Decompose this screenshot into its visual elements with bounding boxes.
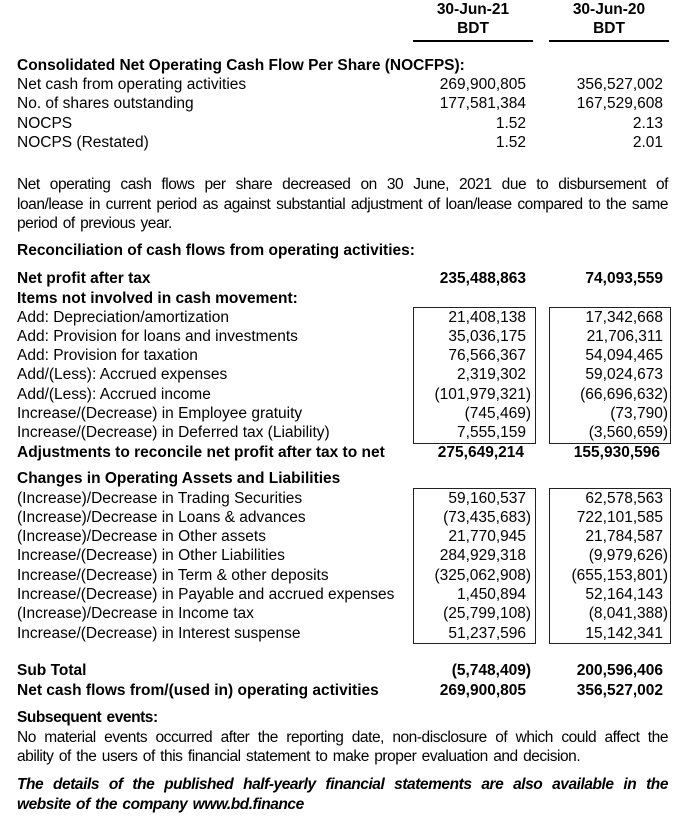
changes-heading: Changes in Operating Assets and Liabilities [17, 470, 341, 487]
subsequent-events-title: Subsequent events: [17, 709, 158, 726]
item-label: Increase/(Decrease) in Employee gratuity [17, 405, 303, 422]
change-label: Increase/(Decrease) in Payable and accrued expenses [17, 586, 395, 603]
nocfps-value-2021: 177,581,384 [439, 95, 526, 113]
item-label: Add: Provision for loans and investments [17, 327, 298, 345]
item-label: Add/(Less): Accrued income [17, 385, 211, 403]
sub-total-value-2020: 200,596,406 [576, 662, 663, 679]
nocfps-row-label: Net cash from operating activities [17, 76, 247, 93]
net-profit-label: Net profit after tax [17, 270, 151, 287]
net-profit-value-2021: 235,488,863 [439, 270, 526, 287]
column-currency: BDT [593, 20, 625, 37]
change-label: (Increase)/Decrease in Trading Securities [17, 489, 303, 507]
column-header-2021 [413, 0, 533, 38]
item-label: Add: Depreciation/amortization [17, 308, 229, 326]
change-value-2020: (655,153,801) [571, 566, 668, 584]
nocfps-value-2021: 1.52 [495, 114, 526, 132]
reconciliation-title: Reconciliation of cash flows from operating activities: [17, 242, 415, 259]
net-cash-value-2020: 356,527,002 [576, 681, 663, 699]
net-cash-value-2021: 269,900,805 [439, 681, 526, 699]
item-value-2021: 7,555,159 [457, 424, 526, 442]
change-value-2021: 284,929,318 [439, 547, 526, 565]
change-value-2021: 1,450,894 [457, 586, 526, 603]
item-value-2020: 54,094,465 [585, 347, 663, 365]
nocfps-value-2021: 1.52 [495, 133, 526, 151]
change-value-2020: 722,101,585 [576, 508, 663, 526]
nocfps-value-2020: 2.01 [632, 133, 663, 151]
header-underline [413, 40, 533, 42]
nocfps-row-label: NOCPS (Restated) [17, 133, 149, 151]
item-value-2021: (745,469) [464, 405, 531, 422]
change-label: (Increase)/Decrease in Loans & advances [17, 508, 306, 526]
item-value-2021: 21,408,138 [448, 308, 526, 326]
item-value-2020: (66,696,632) [580, 385, 668, 403]
item-value-2020: (3,560,659) [588, 424, 668, 442]
adjustments-value-2021: 275,649,214 [437, 443, 524, 461]
item-value-2021: 2,319,302 [457, 366, 526, 384]
nocfps-row-label: No. of shares outstanding [17, 95, 194, 113]
nocfps-value-2020: 2.13 [632, 114, 663, 132]
change-value-2020: 62,578,563 [585, 489, 663, 507]
item-label: Increase/(Decrease) in Deferred tax (Liability) [17, 424, 330, 442]
item-value-2020: 59,024,673 [585, 366, 663, 384]
net-profit-value-2020: 74,093,559 [585, 270, 663, 287]
nocfps-title: Consolidated Net Operating Cash Flow Per Share (NOCFPS): [17, 57, 465, 74]
change-value-2020: (9,979,626) [588, 547, 668, 565]
nocfps-value-2020: 167,529,608 [576, 95, 663, 113]
item-value-2021: 35,036,175 [448, 327, 526, 345]
sub-total-label: Sub Total [17, 662, 87, 679]
change-value-2020: (8,041,388) [588, 605, 668, 623]
change-label: Increase/(Decrease) in Other Liabilities [17, 547, 285, 565]
item-value-2021: 76,566,367 [448, 347, 526, 365]
change-label: (Increase)/Decrease in Income tax [17, 605, 254, 623]
change-value-2021: (25,799,108) [443, 605, 531, 623]
item-value-2020: 21,706,311 [586, 327, 663, 345]
column-header-2020 [549, 0, 669, 38]
item-value-2020: (73,790) [610, 405, 668, 422]
nocfps-row-label: NOCPS [17, 114, 73, 132]
item-value-2020: 17,342,668 [585, 308, 663, 326]
nocfps-value-2021: 269,900,805 [439, 76, 526, 93]
column-date: 30-Jun-21 [436, 1, 510, 18]
footer-note: The details of the published half-yearly financial statements are also available in the website of the company www.bd.finance [17, 776, 668, 813]
item-value-2021: (101,979,321) [434, 385, 531, 403]
items-heading: Items not involved in cash movement: [17, 289, 298, 307]
change-value-2021: 51,237,596 [448, 624, 526, 642]
change-label: Increase/(Decrease) in Term & other deposits [17, 566, 329, 584]
sub-total-value-2021: (5,748,409) [451, 662, 531, 679]
change-value-2021: (325,062,908) [434, 566, 531, 584]
subsequent-events-text: No material events occurred after the reporting date, non-disclosure of which could affect the ability of the users of this financial statement to make proper evaluation and decision. [17, 728, 668, 765]
change-value-2021: (73,435,683) [443, 508, 531, 526]
nocfps-value-2020: 356,527,002 [576, 76, 663, 93]
adjustments-value-2020: 155,930,596 [573, 443, 660, 461]
item-label: Add/(Less): Accrued expenses [17, 366, 228, 384]
item-label: Add: Provision for taxation [17, 347, 198, 365]
change-value-2021: 59,160,537 [448, 489, 526, 507]
header-underline [549, 40, 669, 42]
net-cash-label: Net cash flows from/(used in) operating activities [17, 681, 379, 699]
change-value-2020: 15,142,341 [585, 624, 663, 642]
change-value-2020: 21,784,587 [585, 528, 663, 546]
change-label: (Increase)/Decrease in Other assets [17, 528, 266, 546]
column-date: 30-Jun-20 [572, 1, 646, 18]
change-value-2021: 21,770,945 [448, 528, 526, 546]
adjustments-label: Adjustments to reconcile net profit after tax to net [17, 443, 385, 461]
change-label: Increase/(Decrease) in Interest suspense [17, 624, 301, 642]
column-currency: BDT [457, 20, 489, 37]
change-value-2020: 52,164,143 [585, 586, 663, 603]
nocfps-explanation: Net operating cash flows per share decreased on 30 June, 2021 due to disbursement of loan/lease in current period as against substantial adjustment of loan/lease compared to the same period of previous year. [17, 176, 668, 232]
